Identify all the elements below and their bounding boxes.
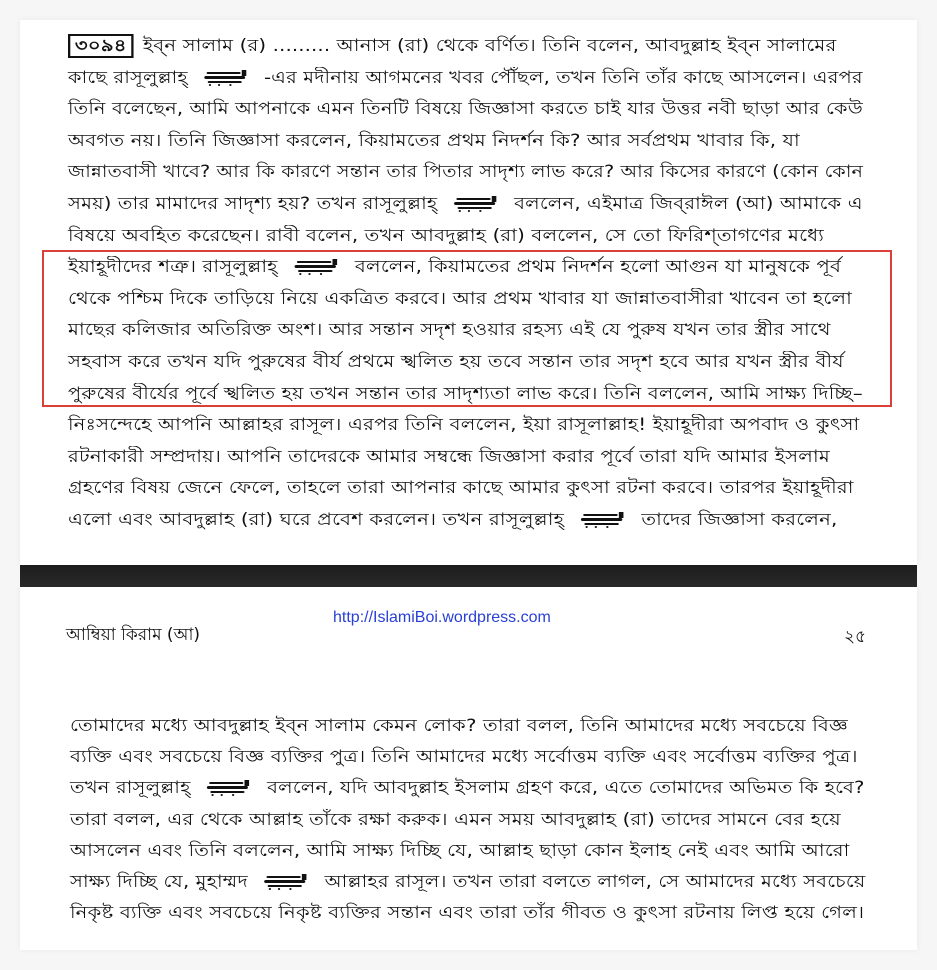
- line-text: রটনাকারী সম্প্রদায়। আপনি তাদেরকে আমার সম্বন্ধে জিজ্ঞাসা করার পূর্বে তারা যদি আমার ইসলাম: [68, 446, 830, 467]
- line-text: জান্নাতবাসী খাবে? আর কি কারণে সন্তান তার পিতার সাদৃশ্য লাভ করে? আর কিসের কারণে (কোন কোন: [68, 162, 864, 183]
- line-text: সময়) তার মামাদের সাদৃশ্য হয়? তখন রাসূলুল্লাহ্: [68, 194, 438, 214]
- text-line: [70, 838, 850, 866]
- line-text: তাদের জিজ্ঞাসা করলেন,: [641, 510, 838, 530]
- salutation-seal-icon: [206, 779, 252, 797]
- text-line: [68, 223, 824, 251]
- line-text: সহবাস করে তখন যদি পুরুষের বীর্য প্রথমে স্খলিত হয় তবে সন্তান তার সদৃশ হবে আর যখন স্ত্রীর বীর্য: [68, 352, 844, 372]
- line-text: তিনি বলেছেন, আমি আপনাকে এমন তিনটি বিষয়ে জিজ্ঞাসা করতে চাই যার উত্তর নবী ছাড়া আর কেউ: [68, 99, 863, 120]
- text-line: [68, 444, 830, 472]
- text-line: [68, 128, 800, 156]
- watermark-url[interactable]: http://IslamiBoi.wordpress.com: [333, 609, 551, 626]
- line-text: বললেন, এইমাত্র জিব্‌রাঈল (আ) আমাকে এ: [514, 194, 863, 214]
- salutation-seal-icon: [453, 195, 499, 213]
- text-line: [68, 507, 837, 535]
- line-text: অবগত নয়। তিনি জিজ্ঞাসা করলেন, কিয়ামতের প্রথম নিদর্শন কি? আর সর্বপ্রথম খাবার কি, যা: [68, 130, 800, 151]
- text-line: [70, 713, 848, 741]
- page-number: ২৫: [844, 627, 867, 647]
- line-text: নিঃসন্দেহে আপনি আল্লাহর রাসূল। এরপর তিনি বললেন, ইয়া রাসূলাল্লাহ! ইয়াহূদীরা অপবাদ ও কুৎসা: [68, 415, 860, 436]
- salutation-seal-icon: [263, 873, 309, 891]
- hadith-number: ৩০৯৪: [68, 34, 134, 58]
- text-line: [68, 191, 863, 219]
- running-header-title: আম্বিয়া কিরাম (আ): [66, 625, 201, 645]
- line-text: ব্যক্তি এবং সবচেয়ে বিজ্ঞ ব্যক্তির পুত্র। তিনি আমাদের মধ্যে সর্বোত্তম ব্যক্তি এবং সর্বোত্তম ব্যক্তির পুত্র।: [70, 747, 858, 768]
- line-text: বিষয়ে অবহিত করেছেন। রাবী বলেন, তখন আবদুল্লাহ (রা) বললেন, সে তো ফিরিশ্‌তাগণের মধ্যে: [68, 225, 825, 246]
- line-text: বললেন, কিয়ামতের প্রথম নিদর্শন হলো আগুন যা মানুষকে পূর্ব: [354, 257, 842, 278]
- page-divider-band: [20, 565, 917, 587]
- text-line: [70, 900, 864, 928]
- line-text: -এর মদীনায় আগমনের খবর পৌঁছল, তখন তিনি তাঁর কাছে আসলেন। এরপর: [264, 67, 863, 88]
- text-line: [68, 96, 863, 124]
- text-line: [70, 744, 858, 772]
- line-text: থেকে পশ্চিম দিকে তাড়িয়ে নিয়ে একত্রিত করবে। আর প্রথম খাবার যা জান্নাতবাসীরা খাবেন তা হলো: [68, 288, 852, 309]
- line-text: মাছের কলিজার অতিরিক্ত অংশ। আর সন্তান সদৃশ হওয়ার রহস্য এই যে পুরুষ যখন তার স্ত্রীর সাথে: [68, 320, 831, 341]
- highlight-box: [42, 250, 892, 407]
- line-text: পুরুষের বীর্যের পূর্বে স্খলিত হয় তখন সন্তান তার সাদৃশ্যতা লাভ করে। তিনি বললেন, আমি সাক্ষ্য দিচ্ছি–: [68, 383, 863, 404]
- text-line: [68, 475, 854, 503]
- line-text: তারা বলল, এর থেকে আল্লাহ তাঁকে রক্ষা করুক। এমন সময় আবদুল্লাহ (রা) তাদের সামনে বের হয়ে: [70, 809, 841, 830]
- line-text: এলো এবং আবদুল্লাহ (রা) ঘরে প্রবেশ করলেন। তখন রাসূলুল্লাহ্: [68, 510, 565, 530]
- line-text: ইয়াহূদীদের শত্রু। রাসূলুল্লাহ্: [68, 257, 278, 278]
- line-text: আসলেন এবং তিনি বললেন, আমি সাক্ষ্য দিচ্ছি যে, আল্লাহ ছাড়া কোন ইলাহ নেই এবং আমি আরো: [70, 840, 850, 861]
- text-line: [68, 159, 863, 187]
- text-line: [68, 65, 863, 93]
- salutation-seal-icon: [203, 69, 248, 87]
- line-text: গ্রহণের বিষয় জেনে ফেলে, তাহলে তারা আপনার কাছে আমার কুৎসা রটনা করবে। তারপর ইয়াহূদীরা: [68, 478, 854, 499]
- line-text: সাক্ষ্য দিচ্ছি যে, মুহাম্মদ: [70, 872, 248, 892]
- line-text: বললেন, যদি আবদুল্লাহ ইসলাম গ্রহণ করে, এতে তোমাদের অভিমত কি হবে?: [267, 778, 865, 799]
- text-line: [68, 412, 859, 440]
- line-text: আল্লাহর রাসূল। তখন তারা বলতে লাগল, সে আমাদের মধ্যে সবচেয়ে: [324, 872, 866, 892]
- line-text: তখন রাসূলুল্লাহ্: [70, 778, 191, 799]
- salutation-seal-icon: [580, 511, 626, 529]
- text-line: [70, 775, 865, 803]
- text-line: [70, 807, 841, 835]
- line-text: নিকৃষ্ট ব্যক্তি এবং সবচেয়ে নিকৃষ্ট ব্যক্তির সন্তান এবং তারা তাঁর গীবত ও কুৎসা রটনায় লিপ্ত হয়ে গেল।: [70, 903, 865, 924]
- line-text: কাছে রাসূলুল্লাহ্: [68, 67, 188, 88]
- text-line: [68, 33, 836, 61]
- line-text: ইব্‌ন সালাম (র) ......... আনাস (রা) থেকে বর্ণিত। তিনি বলেন, আবদুল্লাহ ইব্‌ন সালামের: [142, 36, 837, 56]
- text-line: [70, 869, 865, 897]
- line-text: তোমাদের মধ্যে আবদুল্লাহ ইব্‌ন সালাম কেমন লোক? তারা বলল, তিনি আমাদের মধ্যে সবচেয়ে বিজ্ঞ: [70, 716, 849, 736]
